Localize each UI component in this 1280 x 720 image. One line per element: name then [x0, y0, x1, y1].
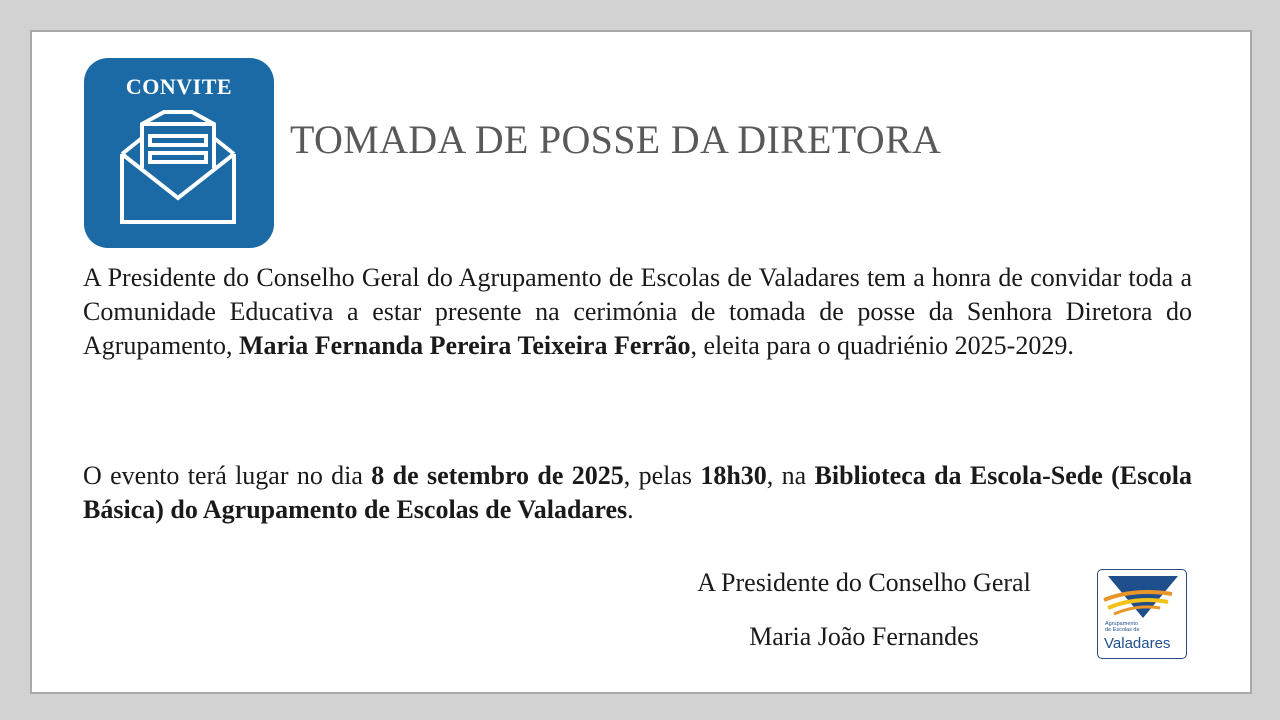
- event-date: 8 de setembro de 2025: [371, 461, 624, 490]
- invite-badge: [84, 58, 274, 248]
- envelope-letter-icon: [84, 58, 274, 248]
- school-logo: [1097, 569, 1187, 659]
- logo-name: Valadares: [1104, 635, 1171, 652]
- paragraph1-text-after: , eleita para o quadriénio 2025-2029.: [690, 331, 1074, 360]
- logo-line1: Agrupamento: [1105, 621, 1139, 627]
- event-location: Biblioteca da Escola-Sede (Escola Básica) do Agrupamento de Escolas de Valadares: [83, 461, 1192, 524]
- valadares-logo-mark: [1098, 570, 1186, 658]
- event-text-1: O evento terá lugar no dia: [83, 461, 372, 490]
- event-text-4: .: [627, 495, 634, 524]
- event-time: 18h30: [700, 461, 767, 490]
- invitation-card: [30, 30, 1252, 694]
- page-title: TOMADA DE POSSE DA DIRETORA: [290, 117, 942, 162]
- director-name: Maria Fernanda Pereira Teixeira Ferrão: [238, 331, 691, 360]
- event-text-3: , na: [766, 461, 815, 490]
- badge-label: CONVITE: [125, 74, 233, 99]
- paragraph1-text-before: A Presidente do Conselho Geral do Agrupamento de Escolas de Valadares tem a honra de convidar toda a Comunidade Educativa a estar presente na cerimónia de tomada de posse da Senhora Diretora do Agrupamento,: [83, 263, 1192, 360]
- event-text-2: , pelas: [623, 461, 701, 490]
- signature-role: A Presidente do Conselho Geral: [697, 568, 1031, 597]
- event-details-paragraph: [83, 459, 1192, 527]
- logo-line2: de Escolas de: [1105, 627, 1140, 633]
- invitation-paragraph: [83, 261, 1192, 363]
- signature-name: Maria João Fernandes: [749, 622, 979, 651]
